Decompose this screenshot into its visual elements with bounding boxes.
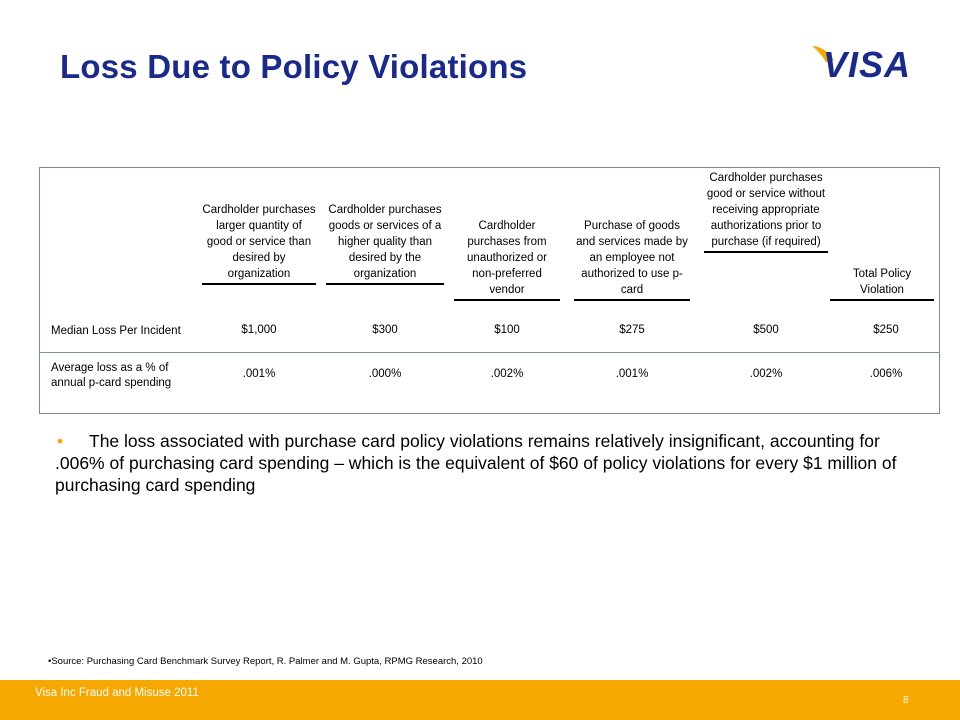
column-header-unauthorized-vendor: Cardholder purchases from unauthorized or non-preferred vendor [454,218,560,301]
table-cell: $100 [494,324,520,336]
footer-bar [0,680,960,720]
summary-text: The loss associated with purchase card policy violations remains relatively insignificant, accounting for .006% of purchasing card spending – which is the equivalent of $60 of policy violations for every $1 million of purchasing card spending [55,431,897,495]
page-number: 8 [903,695,909,706]
table-cell: .006% [869,368,903,380]
table-cell: $250 [873,324,899,336]
table-cell: .002% [490,368,524,380]
table-cell: $500 [753,324,779,336]
column-header-without-authorization: Cardholder purchases good or service without receiving appropriate authorizations prior to purchase (if required) [704,170,828,253]
column-header-unauthorized-employee: Purchase of goods and services made by an employee not authorized to use p-card [574,218,690,301]
footer-label: Visa Inc Fraud and Misuse 2011 [35,687,199,699]
column-header-higher-quality: Cardholder purchases goods or services of a higher quality than desired by the organization [326,202,444,285]
table-cell: .002% [749,368,783,380]
row-divider [40,352,940,353]
table-cell: $275 [619,324,645,336]
summary-bullet [55,430,905,496]
table-cell: .001% [615,368,649,380]
table-cell: $300 [372,324,398,336]
policy-violation-table [39,167,940,414]
visa-logo [810,40,920,88]
source-note: •Source: Purchasing Card Benchmark Survey Report, R. Palmer and M. Gupta, RPMG Research, 2010 [48,656,483,667]
table-cell: .000% [368,368,402,380]
column-header-larger-quantity: Cardholder purchases larger quantity of good or service than desired by organization [202,202,316,285]
svg-text:VISA: VISA [823,44,912,85]
bullet-dot: • [57,431,64,451]
table-cell: .001% [242,368,276,380]
row-label-average-loss: Average loss as a % of annual p-card spending [51,362,172,389]
row-label-median-loss: Median Loss Per Incident [51,325,181,337]
slide-title: Loss Due to Policy Violations [60,48,528,85]
table-cell: $1,000 [241,324,277,336]
column-header-total: Total Policy Violation [830,266,934,301]
